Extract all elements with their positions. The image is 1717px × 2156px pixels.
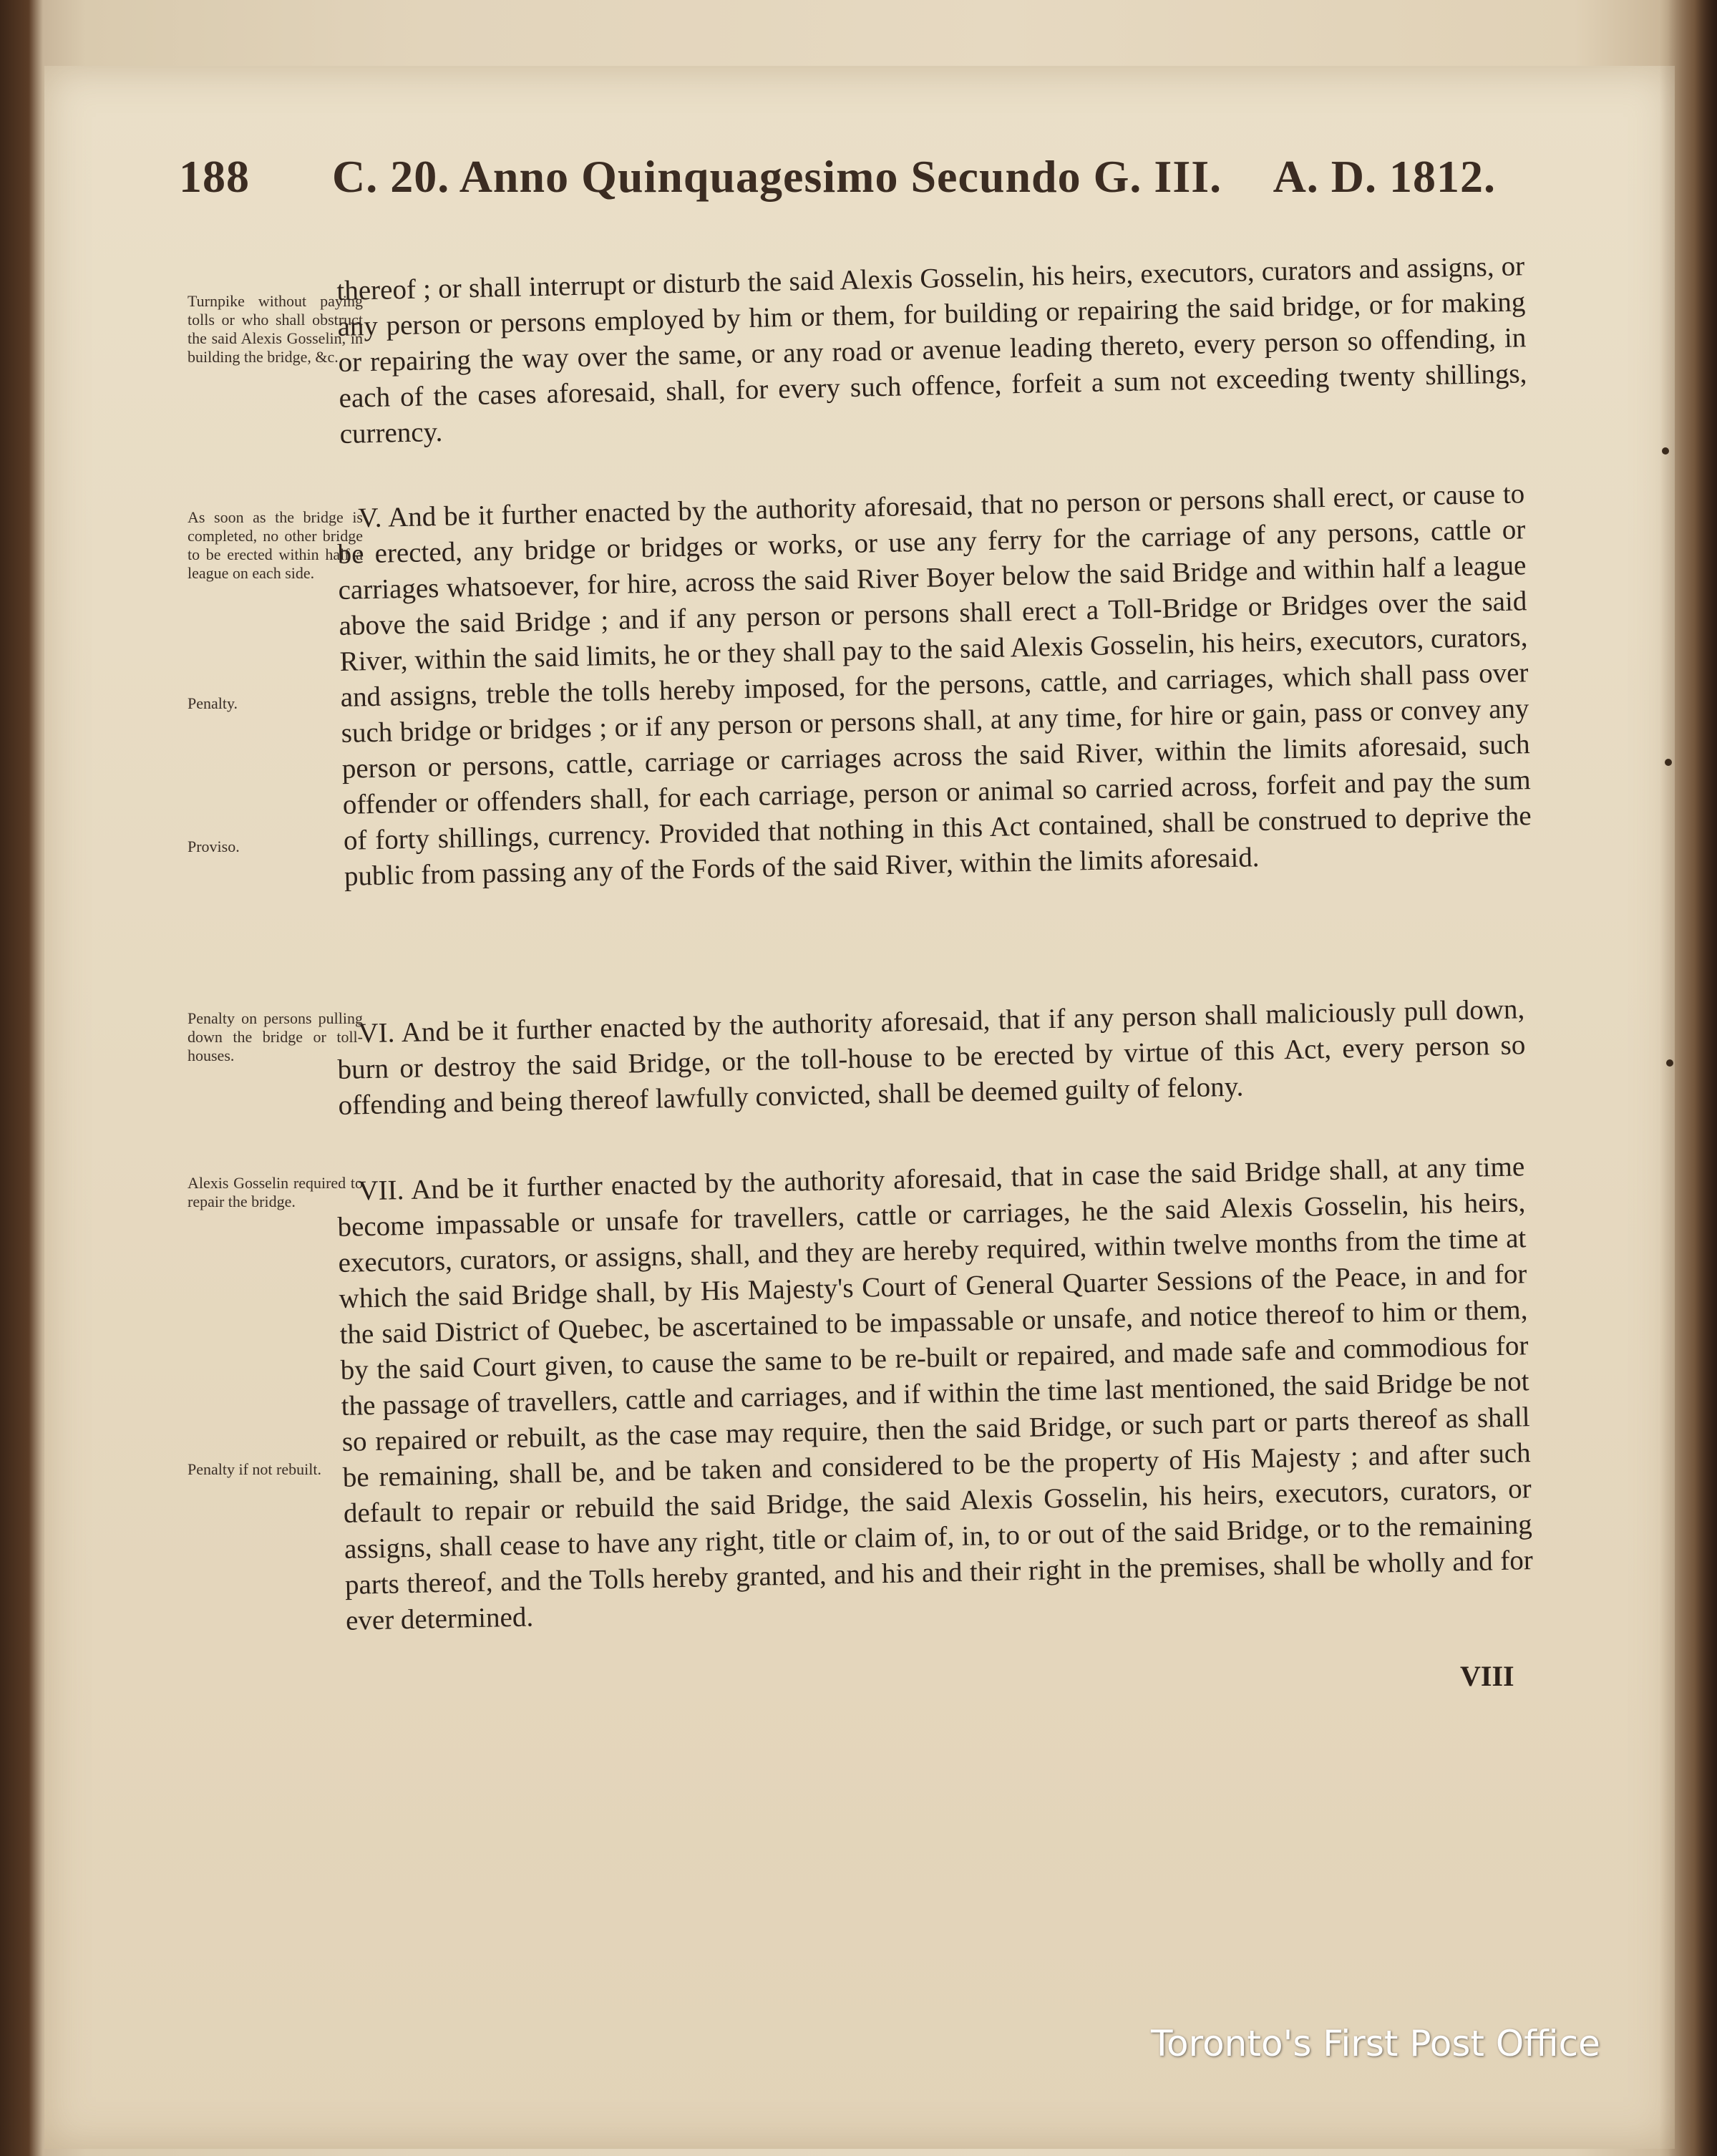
margin-note: Turnpike without paying tolls or who shall obstruct the said Alexis Gosselin, in building the bridge, &c. [188, 292, 363, 366]
section-7 [336, 1149, 1534, 1639]
binding-mark [1662, 447, 1669, 455]
binding-mark [1665, 759, 1672, 766]
margin-note: Penalty if not rebuilt. [188, 1460, 321, 1478]
section-5 [336, 476, 1532, 895]
catchword: VIII [1460, 1660, 1514, 1692]
paragraph: V. And be it further enacted by the authority aforesaid, that no person or persons shall erect, or cause to be erected, any bridge or bridges or works, or use any ferry for the carriage of any persons, cattle or carriages whatsoever, for hire, across the said River Boyer below the said Bridge and within half a league above the said Bridge ; and if any person or persons shall erect a Toll-Bridge or Bridges over the said River, within the said limits, he or they shall pay to the said Alexis Gosselin, his heirs, executors, curators, and assigns, treble the tolls hereby imposed, for the persons, cattle, and carriages, which shall pass over such bridge or bridges ; or if any person or persons shall, at any time, for hire or gain, pass or convey any person or persons, cattle, carriage or carriages across the said River, within the limits aforesaid, such offender or offenders shall, for each carriage, person or animal so carried across, forfeit and pay the sum of forty shillings, currency. Provided that nothing in this Act contained, shall be construed to deprive the public from passing any of the Fords of the said River, within the limits aforesaid. [337, 478, 1532, 892]
section-4-continued [336, 248, 1528, 452]
margin-note: Alexis Gosselin required to repair the bridge. [188, 1174, 363, 1210]
paragraph: VI. And be it further enacted by the authority aforesaid, that if any person shall maliciously pull down, burn or destroy the said Bridge, or the toll-house to be erected by virtue of this Act, every person so offending and being thereof lawfully convicted, shall be deemed guilty of felony. [337, 994, 1526, 1121]
paragraph: VII. And be it further enacted by the authority aforesaid, that in case the said Bridge shall, at any time become impassable or unsafe for travellers, cattle or carriages, he the said Alexis Gosselin, his heirs, executors, curators, or assigns, shall, and they are hereby required, within twelve months from the time at which the said Bridge shall, by His Majesty's Court of General Quarter Sessions of the Peace, in and for the said District of Quebec, be ascertained to be impassable or unsafe, and notice thereof to him or them, by the said Court given, to cause the same to be re-built or repaired, and made safe and commodious for the passage of travellers, cattle and carriages, and if within the time last mentioned, the said Bridge be not so repaired or rebuilt, as the case may require, then the said Bridge, or such part or parts thereof as shall be remaining, shall be, and be taken and considered to be the property of His Majesty ; and after such default to repair or rebuild the said Bridge, the said Alexis Gosselin, his heirs, executors, curators, or assigns, shall cease to have any right, title or claim of, in, to or out of the said Bridge, or to the remaining parts thereof, and the Tolls hereby granted, and his and their right in the premises, shall be wholly and for ever determined. [337, 1151, 1534, 1636]
watermark-text: Toronto's First Post Office [1151, 2023, 1600, 2064]
margin-note: As soon as the bridge is completed, no other bridge to be erected within half a league on each side. [188, 508, 363, 582]
margin-note: Penalty. [188, 694, 238, 712]
page-title: C. 20. Anno Quinquagesimo Secundo G. III. [332, 151, 1222, 202]
page-year: A. D. 1812. [1273, 151, 1496, 202]
paragraph: thereof ; or shall interrupt or disturb the said Alexis Gosselin, his heirs, executors, curators and assigns, or any person or persons employed by him or them, for building or repairing the said bridge, or for making or repairing the way over the same, or any road or avenue leading thereto, every person so offending, in each of the cases aforesaid, shall, for every such offence, forfeit a sum not exceeding twenty shillings, currency. [336, 251, 1527, 450]
binding-mark [1666, 1059, 1673, 1067]
page-number: 188 [179, 151, 250, 202]
margin-note: Penalty on persons pulling down the bridge or toll-houses. [188, 1009, 363, 1064]
margin-note: Proviso. [188, 837, 240, 855]
page-edge [1660, 0, 1717, 2156]
